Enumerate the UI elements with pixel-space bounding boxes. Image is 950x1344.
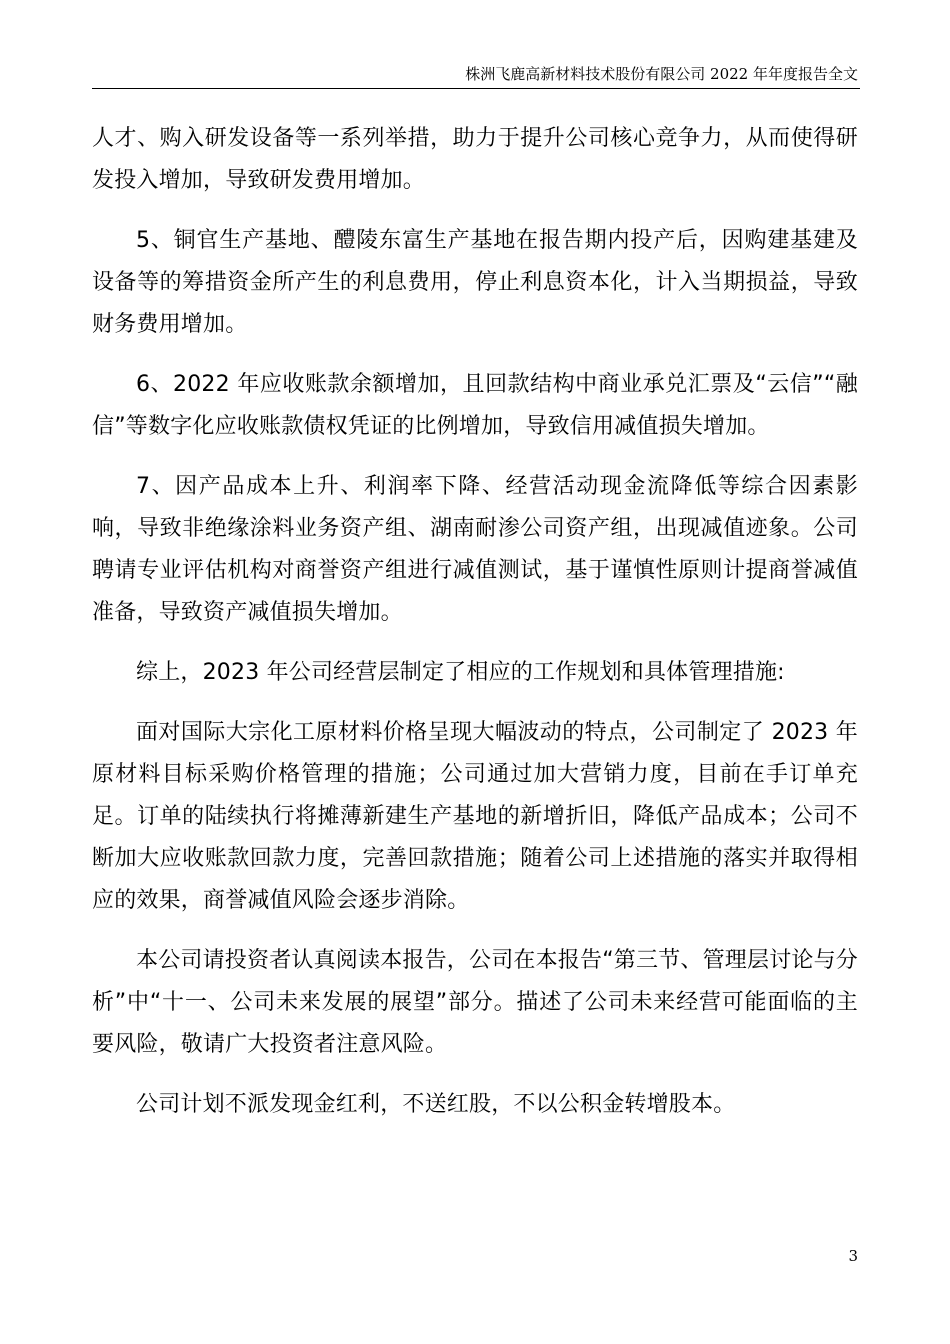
document-body bbox=[92, 118, 858, 1144]
paragraph-risk-notice: 本公司请投资者认真阅读本报告，公司在本报告“第三节、管理层讨论与分析”中“十一、公司未来发展的展望”部分。描述了公司未来经营可能面临的主要风险，敬请广大投资者注意风险。 bbox=[92, 948, 858, 1057]
paragraph-measures: 面对国际大宗化工原材料价格呈现大幅波动的特点，公司制定了 2023 年原材料目标采购价格管理的措施；公司通过加大营销力度，目前在手订单充足。订单的陆续执行将摊薄新建生产基地的新增折旧，降低产品成本；公司不断加大应收账款回款力度，完善回款措施；随着公司上述措施的落实并取得相应的效果，商誉减值风险会逐步消除。 bbox=[92, 720, 858, 913]
paragraph-summary: 综上，2023 年公司经营层制定了相应的工作规划和具体管理措施: bbox=[136, 660, 785, 685]
paragraph-dividend-plan: 公司计划不派发现金红利，不送红股，不以公积金转增股本。 bbox=[136, 1092, 736, 1117]
paragraph-item-5: 5、铜官生产基地、醴陵东富生产基地在报告期内投产后，因购建基建及设备等的筹措资金所产生的利息费用，停止利息资本化，计入当期损益，导致财务费用增加。 bbox=[92, 228, 858, 337]
document-header-title: 株洲飞鹿高新材料技术股份有限公司 2022 年年度报告全文 bbox=[465, 65, 858, 83]
paragraph-item-6: 6、2022 年应收账款余额增加，且回款结构中商业承兑汇票及“云信”“融信”等数字化应收账款债权凭证的比例增加，导致信用减值损失增加。 bbox=[92, 372, 858, 439]
paragraph-continuation: 人才、购入研发设备等一系列举措，助力于提升公司核心竞争力，从而使得研发投入增加，导致研发费用增加。 bbox=[92, 126, 858, 193]
paragraph-item-7: 7、因产品成本上升、利润率下降、经营活动现金流降低等综合因素影响，导致非绝缘涂料业务资产组、湖南耐渗公司资产组，出现减值迹象。公司聘请专业评估机构对商誉资产组进行减值测试，基于谨慎性原则计提商誉减值准备，导致资产减值损失增加。 bbox=[92, 474, 858, 625]
header-divider bbox=[92, 88, 860, 89]
page-number: 3 bbox=[848, 1247, 858, 1265]
